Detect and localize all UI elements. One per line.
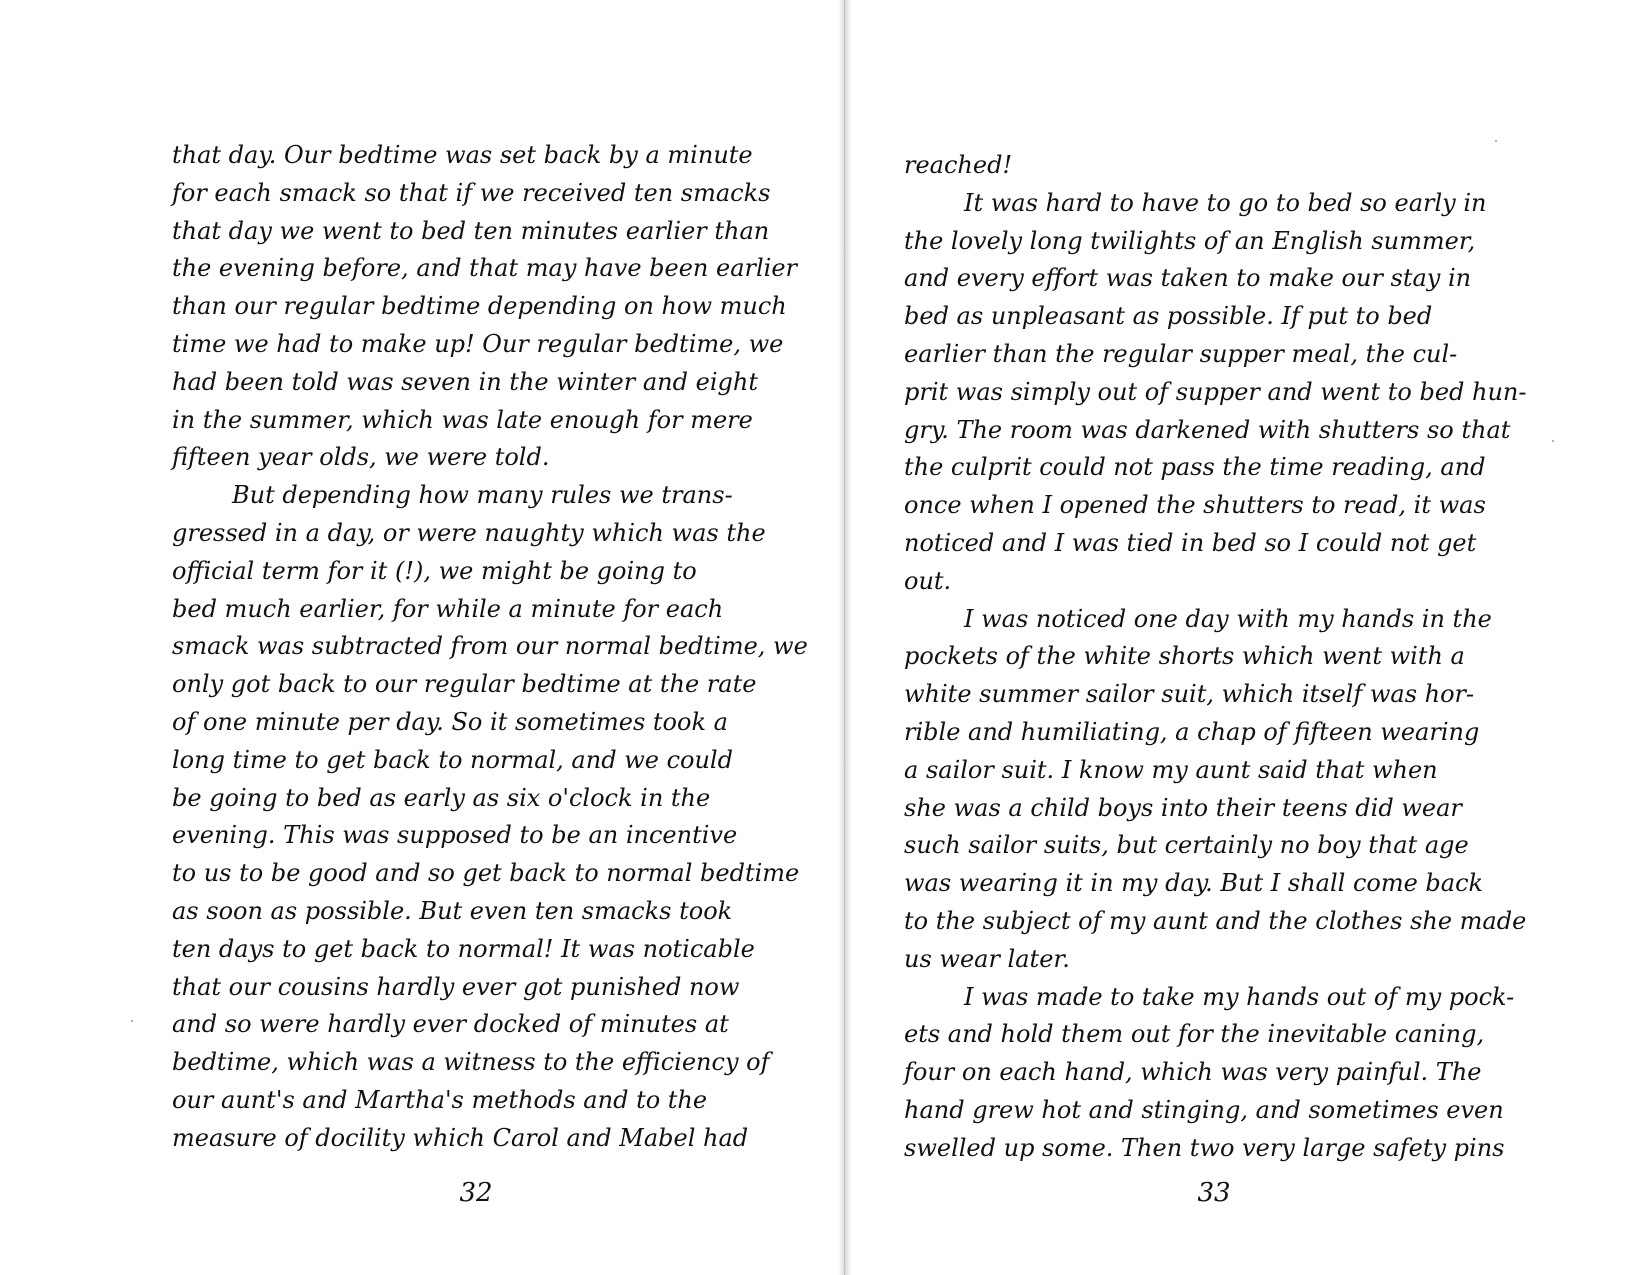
- text-line: than our regular bedtime depending on how much: [172, 292, 787, 321]
- text-line: gressed in a day, or were naughty which was the: [172, 518, 766, 547]
- text-line: earlier than the regular supper meal, the cul-: [904, 339, 1458, 368]
- paper-speck: [1495, 140, 1497, 142]
- paragraph-start-line: I was noticed one day with my hands in the: [964, 604, 1492, 633]
- text-line: for each smack so that if we received ten smacks: [172, 178, 771, 207]
- book-gutter: [838, 0, 852, 1275]
- paragraph-start-line: It was hard to have to go to bed so early in: [964, 188, 1487, 217]
- text-line: had been told was seven in the winter and eight: [172, 367, 758, 396]
- text-line: was wearing it in my day. But I shall come back: [904, 869, 1484, 898]
- text-line: swelled up some. Then two very large safety pins: [904, 1133, 1505, 1162]
- text-line: pockets of the white shorts which went with a: [904, 642, 1465, 671]
- text-line: and so were hardly ever docked of minutes at: [172, 1010, 729, 1039]
- text-line: four on each hand, which was very painful. The: [904, 1058, 1482, 1087]
- text-line: fifteen year olds, we were told.: [172, 443, 550, 472]
- text-line: only got back to our regular bedtime at the rate: [172, 670, 757, 699]
- text-line: hand grew hot and stinging, and sometimes even: [904, 1095, 1504, 1124]
- text-line: such sailor suits, but certainly no boy that age: [904, 831, 1469, 860]
- text-line: that day we went to bed ten minutes earlier than: [172, 216, 770, 245]
- text-line: to the subject of my aunt and the clothes she made: [904, 906, 1527, 935]
- text-line: in the summer, which was late enough for mere: [172, 405, 753, 434]
- text-line: our aunt's and Martha's methods and to the: [172, 1085, 708, 1114]
- text-line: official term for it (!), we might be going to: [172, 556, 697, 585]
- text-line: time we had to make up! Our regular bedtime, we: [172, 329, 784, 358]
- text-line: the lovely long twilights of an English summer,: [904, 226, 1476, 255]
- text-line: that our cousins hardly ever got punished now: [172, 972, 740, 1001]
- paper-speck: [1552, 440, 1554, 442]
- text-line: of one minute per day. So it sometimes took a: [172, 707, 728, 736]
- text-line: once when I opened the shutters to read, it was: [904, 491, 1486, 520]
- text-line: ets and hold them out for the inevitable caning,: [904, 1020, 1485, 1049]
- text-line: prit was simply out of supper and went to bed hun-: [904, 377, 1527, 406]
- text-line: that day. Our bedtime was set back by a minute: [172, 141, 753, 169]
- paragraph-start-line: But depending how many rules we trans-: [232, 481, 733, 510]
- text-line: smack was subtracted from our normal bedtime, we: [172, 632, 808, 661]
- text-line: out.: [904, 566, 952, 595]
- text-line: measure of docility which Carol and Mabel had: [172, 1123, 749, 1152]
- text-line: and every effort was taken to make our stay in: [904, 264, 1472, 293]
- text-line: evening. This was supposed to be an incentive: [172, 821, 738, 850]
- text-line: bed as unpleasant as possible. If put to bed: [904, 302, 1433, 331]
- text-line: us wear later.: [904, 944, 1070, 973]
- text-line: bedtime, which was a witness to the efficiency of: [172, 1048, 770, 1077]
- text-line: reached!: [904, 151, 1013, 179]
- text-line: white summer sailor suit, which itself was hor-: [904, 680, 1475, 709]
- text-line: she was a child boys into their teens did wear: [904, 793, 1462, 822]
- gutter-crease: [844, 0, 845, 1275]
- text-line: bed much earlier, for while a minute for each: [172, 594, 724, 623]
- text-line: noticed and I was tied in bed so I could not get: [904, 528, 1477, 557]
- text-line: the evening before, and that may have been earlier: [172, 254, 798, 283]
- text-line: be going to bed as early as six o'clock in the: [172, 783, 711, 812]
- text-line: to us to be good and so get back to normal bedtime: [172, 859, 800, 888]
- text-line: as soon as possible. But even ten smacks took: [172, 896, 733, 925]
- text-line: ten days to get back to normal! It was noticable: [172, 934, 755, 963]
- left-page-text: [172, 137, 812, 1158]
- right-page-text: [904, 147, 1604, 1168]
- text-line: a sailor suit. I know my aunt said that when: [904, 755, 1438, 784]
- paper-speck: [131, 1020, 133, 1022]
- text-line: the culprit could not pass the time reading, and: [904, 453, 1486, 482]
- text-line: gry. The room was darkened with shutters so that: [904, 415, 1511, 444]
- page-number: 33: [1197, 1178, 1231, 1208]
- page-number: 32: [459, 1178, 493, 1208]
- paragraph-start-line: I was made to take my hands out of my pock-: [964, 982, 1515, 1011]
- right-page: [852, 0, 1628, 1275]
- text-line: long time to get back to normal, and we could: [172, 745, 733, 774]
- text-line: rible and humiliating, a chap of fifteen wearing: [904, 717, 1480, 746]
